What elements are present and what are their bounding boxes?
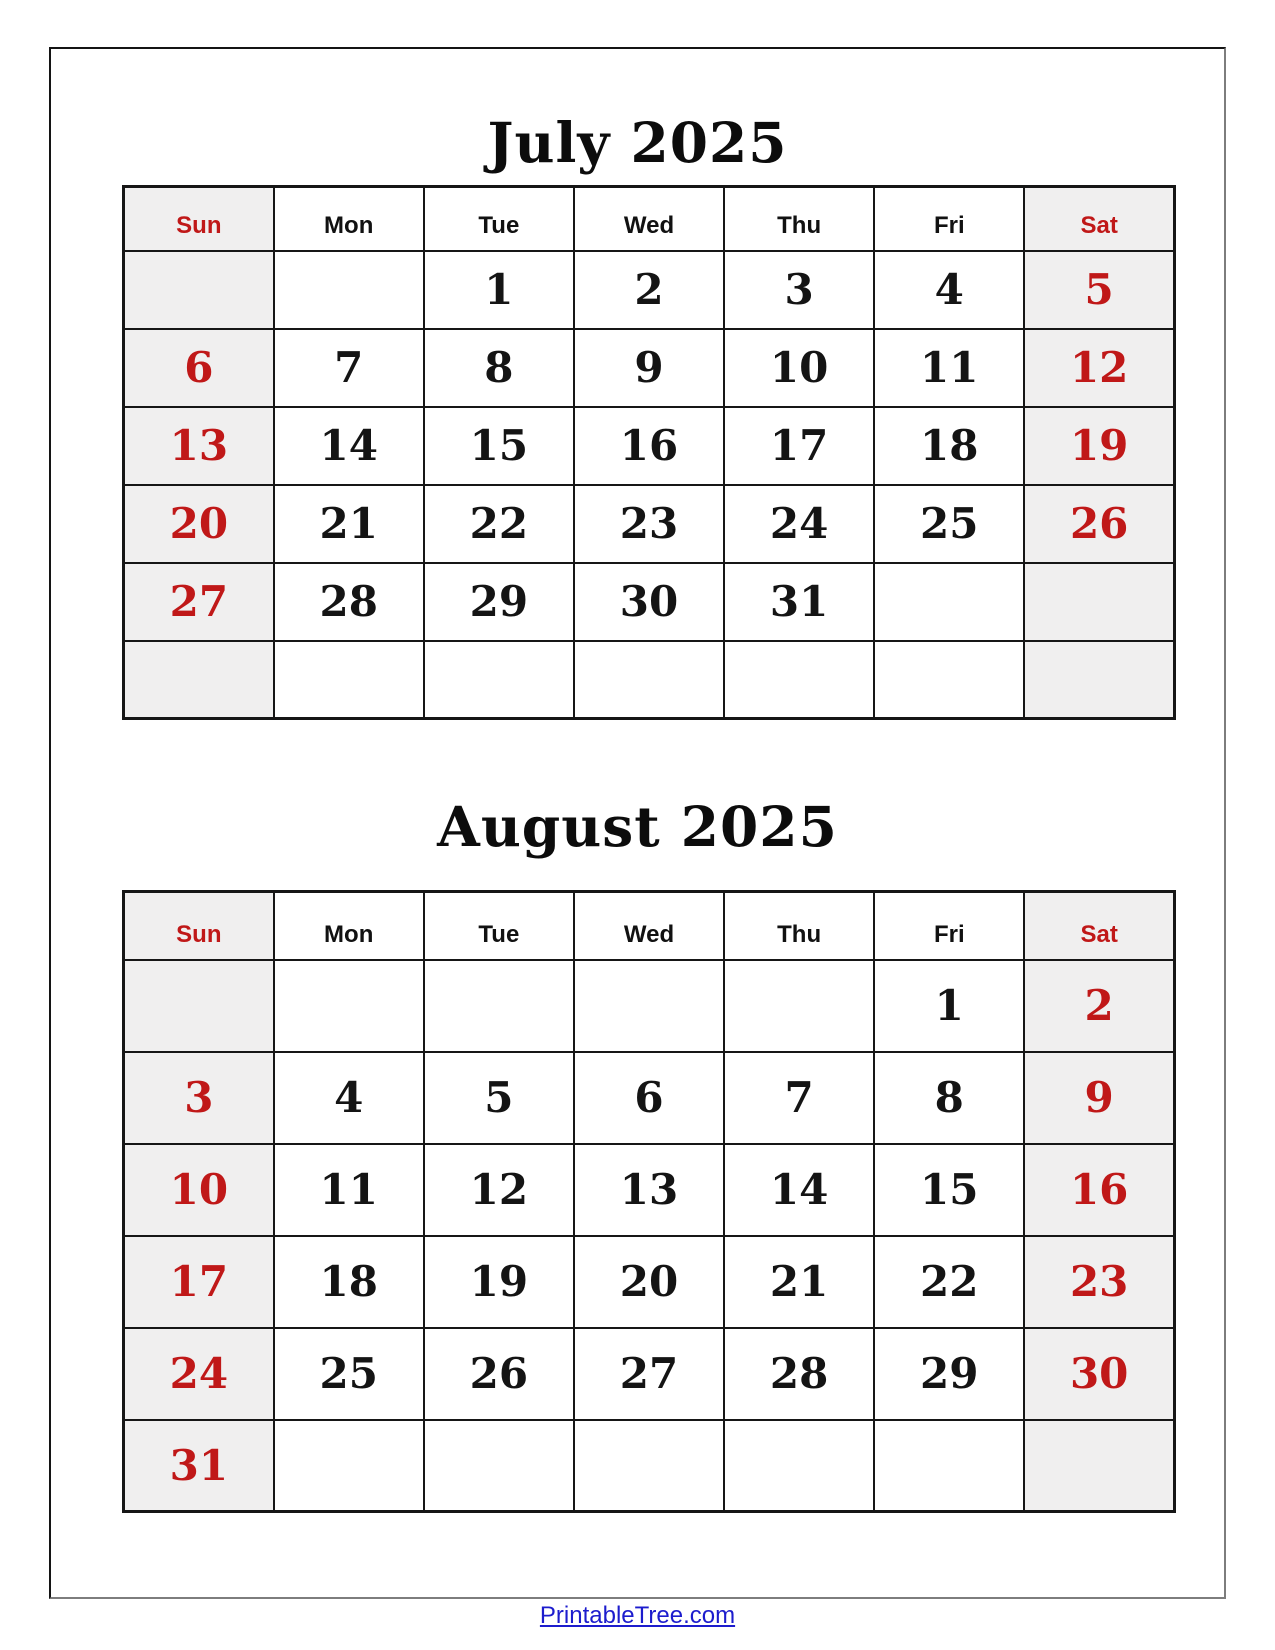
- month-title-july: July 2025: [487, 110, 788, 175]
- empty-day-cell: [124, 960, 274, 1052]
- day-cell-12: 12: [1024, 329, 1174, 407]
- day-cell-9: 9: [574, 329, 724, 407]
- day-cell-26: 26: [1024, 485, 1174, 563]
- empty-day-cell: [274, 1420, 424, 1512]
- empty-day-cell: [1024, 641, 1174, 719]
- week-row: [124, 1052, 1175, 1144]
- week-row: [124, 1420, 1175, 1512]
- day-cell-18: 18: [274, 1236, 424, 1328]
- day-cell-13: 13: [574, 1144, 724, 1236]
- empty-day-cell: [724, 1420, 874, 1512]
- day-cell-23: 23: [1024, 1236, 1174, 1328]
- day-cell-10: 10: [124, 1144, 274, 1236]
- day-cell-21: 21: [724, 1236, 874, 1328]
- weekday-header-row: [124, 892, 1175, 960]
- day-cell-4: 4: [274, 1052, 424, 1144]
- empty-day-cell: [274, 641, 424, 719]
- day-cell-3: 3: [124, 1052, 274, 1144]
- day-cell-28: 28: [724, 1328, 874, 1420]
- day-cell-16: 16: [1024, 1144, 1174, 1236]
- empty-day-cell: [1024, 563, 1174, 641]
- day-cell-30: 30: [574, 563, 724, 641]
- footer-link[interactable]: PrintableTree.com: [539, 1602, 736, 1629]
- day-cell-12: 12: [424, 1144, 574, 1236]
- week-row: [124, 251, 1175, 329]
- footer: [0, 1602, 1275, 1630]
- day-cell-22: 22: [874, 1236, 1024, 1328]
- day-cell-11: 11: [874, 329, 1024, 407]
- day-cell-22: 22: [424, 485, 574, 563]
- day-cell-14: 14: [274, 407, 424, 485]
- day-cell-8: 8: [424, 329, 574, 407]
- day-cell-19: 19: [424, 1236, 574, 1328]
- weekday-header-wed: Wed: [574, 187, 724, 251]
- empty-day-cell: [274, 960, 424, 1052]
- week-row: [124, 329, 1175, 407]
- weekday-header-sat: Sat: [1024, 187, 1174, 251]
- weekday-header-thu: Thu: [724, 892, 874, 960]
- day-cell-25: 25: [274, 1328, 424, 1420]
- day-cell-4: 4: [874, 251, 1024, 329]
- page-sheet: [49, 47, 1226, 1599]
- day-cell-2: 2: [1024, 960, 1174, 1052]
- weekday-header-mon: Mon: [274, 892, 424, 960]
- weekday-header-tue: Tue: [424, 892, 574, 960]
- day-cell-25: 25: [874, 485, 1024, 563]
- day-cell-29: 29: [874, 1328, 1024, 1420]
- empty-day-cell: [874, 641, 1024, 719]
- empty-day-cell: [874, 1420, 1024, 1512]
- day-cell-7: 7: [724, 1052, 874, 1144]
- day-cell-26: 26: [424, 1328, 574, 1420]
- day-cell-20: 20: [574, 1236, 724, 1328]
- day-cell-17: 17: [124, 1236, 274, 1328]
- day-cell-28: 28: [274, 563, 424, 641]
- day-cell-27: 27: [574, 1328, 724, 1420]
- day-cell-23: 23: [574, 485, 724, 563]
- day-cell-18: 18: [874, 407, 1024, 485]
- day-cell-13: 13: [124, 407, 274, 485]
- empty-day-cell: [874, 563, 1024, 641]
- empty-day-cell: [124, 641, 274, 719]
- day-cell-17: 17: [724, 407, 874, 485]
- weekday-header-row: [124, 187, 1175, 251]
- day-cell-31: 31: [124, 1420, 274, 1512]
- weekday-header-fri: Fri: [874, 892, 1024, 960]
- empty-day-cell: [424, 641, 574, 719]
- week-row: [124, 1144, 1175, 1236]
- day-cell-15: 15: [874, 1144, 1024, 1236]
- weekday-header-sat: Sat: [1024, 892, 1174, 960]
- empty-day-cell: [724, 641, 874, 719]
- day-cell-16: 16: [574, 407, 724, 485]
- weekday-header-mon: Mon: [274, 187, 424, 251]
- empty-day-cell: [424, 960, 574, 1052]
- week-row: [124, 960, 1175, 1052]
- week-row: [124, 407, 1175, 485]
- empty-day-cell: [574, 641, 724, 719]
- week-row: [124, 485, 1175, 563]
- empty-day-cell: [1024, 1420, 1174, 1512]
- day-cell-21: 21: [274, 485, 424, 563]
- day-cell-5: 5: [424, 1052, 574, 1144]
- day-cell-19: 19: [1024, 407, 1174, 485]
- week-row: [124, 1236, 1175, 1328]
- day-cell-6: 6: [124, 329, 274, 407]
- day-cell-14: 14: [724, 1144, 874, 1236]
- day-cell-6: 6: [574, 1052, 724, 1144]
- empty-day-cell: [274, 251, 424, 329]
- day-cell-2: 2: [574, 251, 724, 329]
- calendar-table-july-2025: [122, 185, 1176, 720]
- weekday-header-thu: Thu: [724, 187, 874, 251]
- day-cell-20: 20: [124, 485, 274, 563]
- week-row: [124, 641, 1175, 719]
- weekday-header-wed: Wed: [574, 892, 724, 960]
- day-cell-10: 10: [724, 329, 874, 407]
- day-cell-31: 31: [724, 563, 874, 641]
- day-cell-1: 1: [874, 960, 1024, 1052]
- empty-day-cell: [574, 1420, 724, 1512]
- weekday-header-sun: Sun: [124, 187, 274, 251]
- empty-day-cell: [724, 960, 874, 1052]
- day-cell-15: 15: [424, 407, 574, 485]
- empty-day-cell: [574, 960, 724, 1052]
- week-row: [124, 1328, 1175, 1420]
- day-cell-5: 5: [1024, 251, 1174, 329]
- day-cell-30: 30: [1024, 1328, 1174, 1420]
- weekday-header-tue: Tue: [424, 187, 574, 251]
- day-cell-27: 27: [124, 563, 274, 641]
- day-cell-29: 29: [424, 563, 574, 641]
- day-cell-24: 24: [724, 485, 874, 563]
- day-cell-8: 8: [874, 1052, 1024, 1144]
- day-cell-9: 9: [1024, 1052, 1174, 1144]
- month-title-august: August 2025: [437, 794, 838, 859]
- day-cell-24: 24: [124, 1328, 274, 1420]
- weekday-header-sun: Sun: [124, 892, 274, 960]
- week-row: [124, 563, 1175, 641]
- day-cell-1: 1: [424, 251, 574, 329]
- empty-day-cell: [424, 1420, 574, 1512]
- day-cell-3: 3: [724, 251, 874, 329]
- day-cell-11: 11: [274, 1144, 424, 1236]
- day-cell-7: 7: [274, 329, 424, 407]
- calendar-table-august-2025: [122, 890, 1176, 1513]
- weekday-header-fri: Fri: [874, 187, 1024, 251]
- empty-day-cell: [124, 251, 274, 329]
